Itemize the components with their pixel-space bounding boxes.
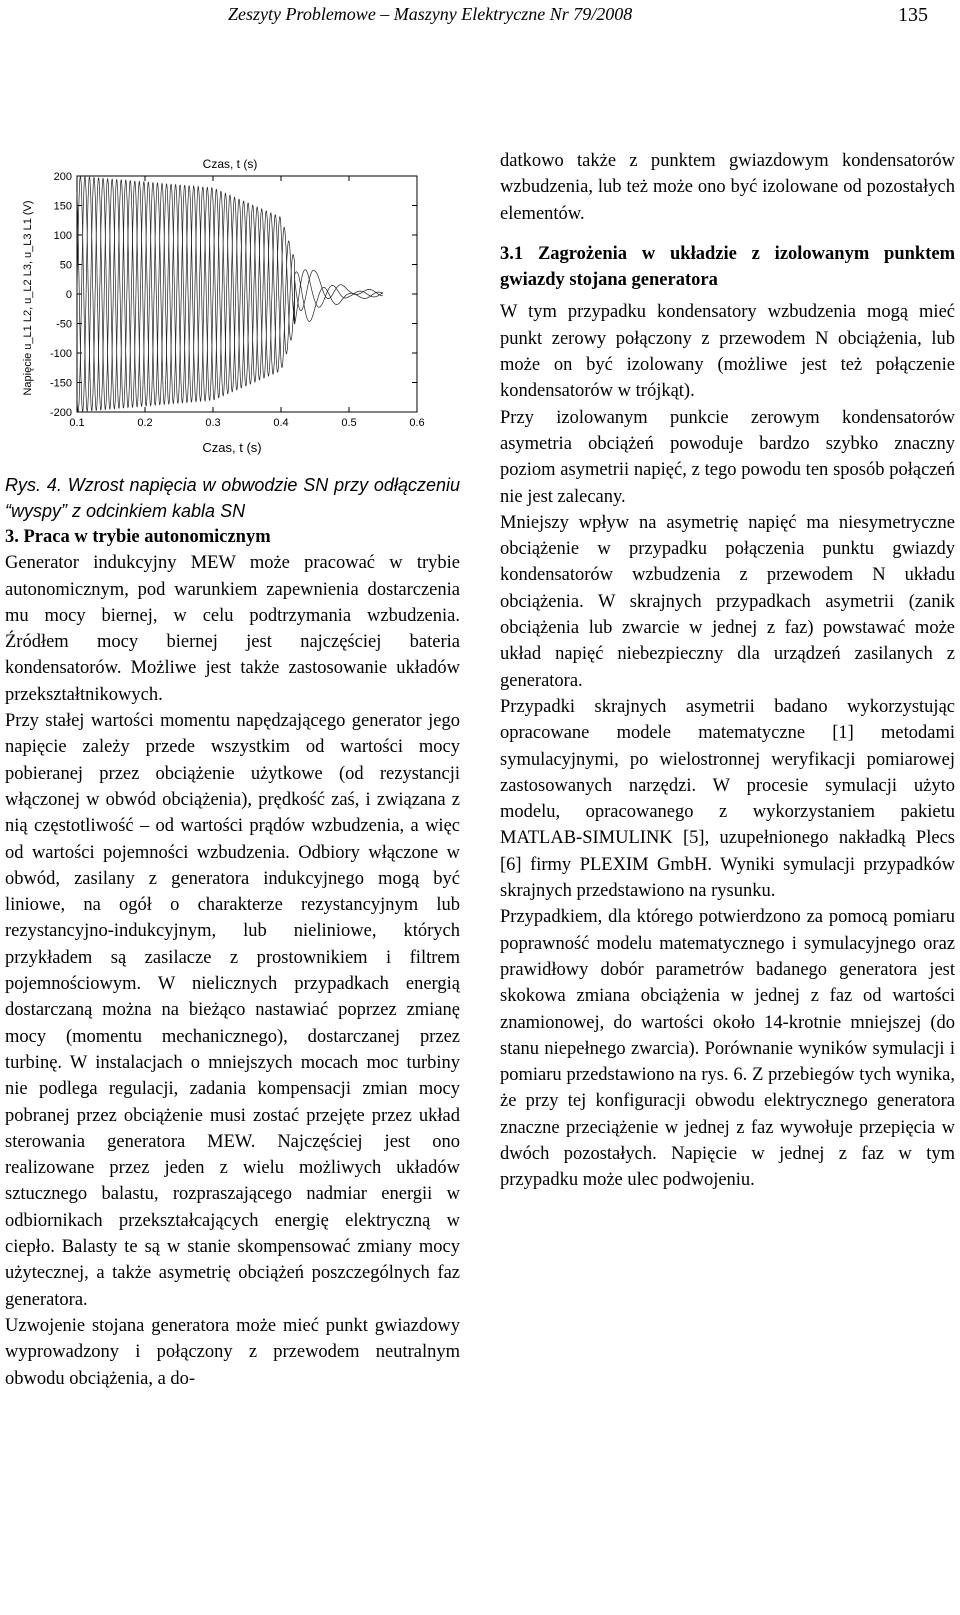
paragraph: Przy stałej wartości momentu napędzającego generator jego napięcie zależy przede wszystkim od wartości mocy pobieranej przez obciążenie użytkowe (od rezystancji włączonej w obwód obciążenia), prędkość zaś, i związana z nią częstotliwość – od wartości prądów wzbudzenia, a więc od wartości pojemności wzbudzenia. Odbiory włączone w obwód, zasilany z generatora indukcyjnego mogą być liniowe, na ogół o charakterze rezystancyjnym lub rezystancyjno-indukcyjnym, lub nieliniowe, których przykładem są zasilacze z prostownikiem i filtrem pojemnościowym. W nielicznych przypadkach energią dostarczaną można na bieżąco nastawiać poprzez zmianę mocy (momentu mechanicznego), dostarczanej przez turbinę. W instalacjach o mniejszych mocach moc turbiny nie podlega regulacji, zadania kompensacji zmian mocy pobranej przez obciążenie musi zostać przejęte przez układ sterowania generatora MEW. Najczęściej jest ono realizowane przez jeden z wielu możliwych układów sztucznego balastu, rozpraszającego nadmiar energii w odbiornikach przekształcających energię elektryczną w ciepło. Balasty te są w stanie skompensować zmiany mocy użytecznej, a także asymetrię obciążeń poszczególnych faz generatora. [5,711,460,1310]
figure-4 [15,148,440,458]
page-header [0,2,960,32]
figure-caption: Rys. 4. Wzrost napięcia w obwodzie SN przy odłączeniu “wyspy” z odcinkiem kabla SN [5,475,460,521]
section-3-title: 3. Praca w trybie autonomicznym [5,527,271,547]
x-tick-label: 0.6 [409,417,425,429]
x-tick-label: 0.4 [273,417,289,429]
x-tick-label: 0.1 [69,417,85,429]
y-tick-label: -150 [49,377,72,390]
paragraph: Przy izolowanym punkcie zerowym kondensatorów asymetria obciążeń powoduje bardzo szybko znaczny poziom asymetrii napięć, z tego powodu ten sposób połączeń nie jest zalecany. [500,407,955,507]
paragraph: W tym przypadku kondensatory wzbudzenia mogą mieć punkt zerowy połączony z przewodem N obciążenia, lub może on być izolowany (możliwe jest też połączenie kondensatorów w trójkąt). [500,302,955,402]
y-tick-label: 50 [59,259,72,272]
paragraph: Uzwojenie stojana generatora może mieć punkt gwiazdowy wyprowadzony i połączony z przewodem neutralnym obwodu obciążenia, a do- [5,1315,460,1389]
chart-ylabel: Napięcie u_L1 L2, u_L2 L3, u_L3 L1 (V) [22,200,34,396]
section-3-1-title: 3.1 Zagrożenia w układzie z izolowanym punktem gwiazdy stojana generatora [500,243,955,291]
paragraph: Przypadki skrajnych asymetrii badano wykorzystując opracowane modele matematyczne [1] metodami symulacyjnymi, po wielostronnej weryfikacji pomiarowej zastosowanych narzędzi. W procesie symulacji użyto modelu, opracowanego z wykorzystaniem pakietu MATLAB-SIMULINK [5], uzupełnionego nakładką Plecs [6] firmy PLEXIM GmbH. Wyniki symulacji przypadków skrajnych przedstawiono na rysunku. [500,696,955,902]
y-tick-label: -100 [49,348,72,360]
y-tick-label: -200 [49,407,72,419]
journal-title: Zeszyty Problemowe – Maszyny Elektryczne Nr 79/2008 [228,4,633,24]
x-tick-label: 0.3 [205,417,221,429]
y-tick-label: 200 [53,171,72,183]
page-number: 135 [898,4,928,26]
y-tick-label: 150 [53,200,72,213]
y-tick-label: 0 [65,289,72,301]
left-column [5,472,460,1392]
voltage-chart [15,148,440,458]
right-column [500,148,955,1194]
paragraph: datkowo także z punktem gwiazdowym kondensatorów wzbudzenia, lub też może ono być izolowane od pozostałych elementów. [500,151,955,224]
chart-xlabel: Czas, t (s) [202,440,262,455]
y-tick-label: -50 [56,318,72,331]
x-tick-label: 0.2 [137,417,153,429]
paragraph: Mniejszy wpływ na asymetrię napięć ma niesymetryczne obciążenie w przypadku połączenia punktu gwiazdy kondensatorów wzbudzenia z przewodem N układu obciążenia. W skrajnych przypadkach asymetrii (zanik obciążenia lub zwarcie w jednej z faz) powstawać może układ napięć niebezpieczny dla urządzeń zasilanych z generatora. [500,512,955,691]
paragraph: Przypadkiem, dla którego potwierdzono za pomocą pomiaru poprawność modelu matematycznego i symulacyjnego oraz prawidłowy dobór parametrów badanego generatora jest skokowa zmiana obciążenia w jednej z faz od wartości znamionowej, do wartości około 14-krotnie mniejszej (do stanu niepełnego zwarcia). Porównanie wyników symulacji i pomiaru przedstawiono na rys. 6. Z przebiegów tych wynika, że przy tej konfiguracji obwodu elektrycznego generatora znaczne przeciążenie w jednej z faz wywołuje przepięcia w dwóch pozostałych. Napięcie w jednej z faz w tym przypadku może ulec podwojeniu. [500,907,955,1191]
paragraph: Generator indukcyjny MEW może pracować w trybie autonomicznym, pod warunkiem zapewnienia dostarczenia mu mocy biernej, w celu podtrzymania wzbudzenia. Źródłem mocy biernej jest najczęściej bateria kondensatorów. Możliwe jest także zastosowanie układów przekształtnikowych. [5,553,460,705]
x-tick-label: 0.5 [341,417,357,429]
y-tick-label: 100 [53,230,72,242]
chart-title: Czas, t (s) [202,157,258,171]
